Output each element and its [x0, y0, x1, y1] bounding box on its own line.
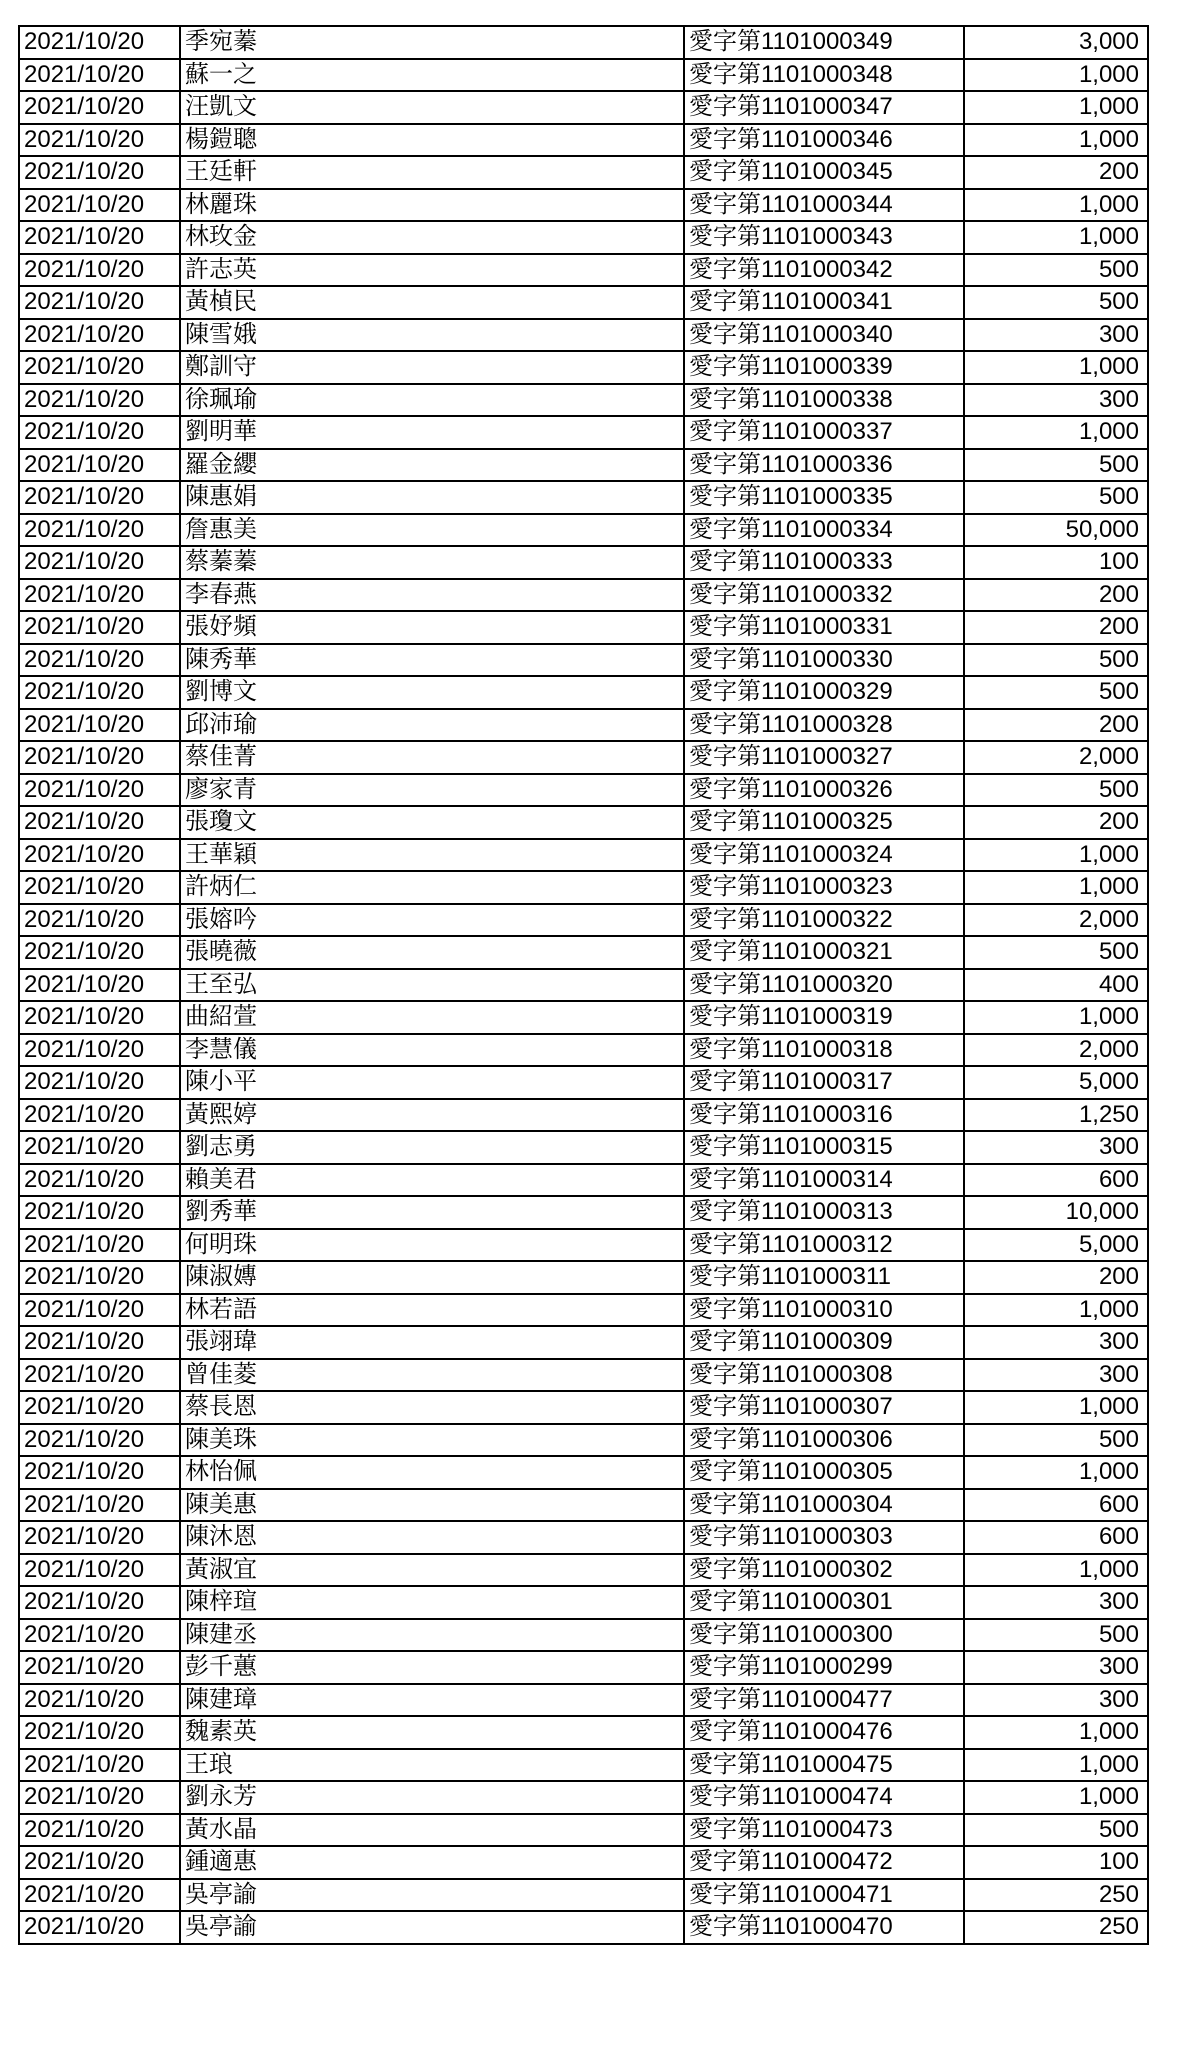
- receipt-number-cell: 愛字第1101000330: [684, 644, 964, 677]
- date-cell: 2021/10/20: [19, 1684, 180, 1717]
- amount-cell: 200: [964, 709, 1148, 742]
- date-cell: 2021/10/20: [19, 1326, 180, 1359]
- date-cell: 2021/10/20: [19, 904, 180, 937]
- receipt-number-cell: 愛字第1101000348: [684, 59, 964, 92]
- amount-cell: 200: [964, 579, 1148, 612]
- date-cell: 2021/10/20: [19, 839, 180, 872]
- date-cell: 2021/10/20: [19, 1619, 180, 1652]
- date-cell: 2021/10/20: [19, 1034, 180, 1067]
- receipt-number-cell: 愛字第1101000470: [684, 1911, 964, 1944]
- date-cell: 2021/10/20: [19, 1489, 180, 1522]
- receipt-number-cell: 愛字第1101000475: [684, 1749, 964, 1782]
- date-cell: 2021/10/20: [19, 351, 180, 384]
- date-cell: 2021/10/20: [19, 1651, 180, 1684]
- amount-cell: 400: [964, 969, 1148, 1002]
- table-row: [19, 416, 1148, 449]
- table-row: [19, 1359, 1148, 1392]
- donor-name-cell: 黃淑宜: [180, 1554, 684, 1587]
- amount-cell: 500: [964, 286, 1148, 319]
- date-cell: 2021/10/20: [19, 221, 180, 254]
- date-cell: 2021/10/20: [19, 871, 180, 904]
- date-cell: 2021/10/20: [19, 1781, 180, 1814]
- date-cell: 2021/10/20: [19, 1521, 180, 1554]
- receipt-number-cell: 愛字第1101000316: [684, 1099, 964, 1132]
- donor-name-cell: 王至弘: [180, 969, 684, 1002]
- date-cell: 2021/10/20: [19, 481, 180, 514]
- receipt-number-cell: 愛字第1101000331: [684, 611, 964, 644]
- date-cell: 2021/10/20: [19, 449, 180, 482]
- table-row: [19, 1489, 1148, 1522]
- amount-cell: 3,000: [964, 26, 1148, 59]
- date-cell: 2021/10/20: [19, 254, 180, 287]
- donation-table-body: [19, 26, 1148, 1944]
- donor-name-cell: 王華穎: [180, 839, 684, 872]
- date-cell: 2021/10/20: [19, 156, 180, 189]
- donor-name-cell: 蔡佳菁: [180, 741, 684, 774]
- amount-cell: 1,000: [964, 1456, 1148, 1489]
- date-cell: 2021/10/20: [19, 1196, 180, 1229]
- date-cell: 2021/10/20: [19, 319, 180, 352]
- table-row: [19, 221, 1148, 254]
- amount-cell: 600: [964, 1164, 1148, 1197]
- donor-name-cell: 蔡長恩: [180, 1391, 684, 1424]
- receipt-number-cell: 愛字第1101000307: [684, 1391, 964, 1424]
- date-cell: 2021/10/20: [19, 384, 180, 417]
- date-cell: 2021/10/20: [19, 1261, 180, 1294]
- amount-cell: 250: [964, 1879, 1148, 1912]
- date-cell: 2021/10/20: [19, 709, 180, 742]
- receipt-number-cell: 愛字第1101000332: [684, 579, 964, 612]
- table-row: [19, 26, 1148, 59]
- date-cell: 2021/10/20: [19, 1716, 180, 1749]
- donor-name-cell: 賴美君: [180, 1164, 684, 1197]
- table-row: [19, 189, 1148, 222]
- date-cell: 2021/10/20: [19, 1749, 180, 1782]
- donor-name-cell: 陳建丞: [180, 1619, 684, 1652]
- receipt-number-cell: 愛字第1101000315: [684, 1131, 964, 1164]
- receipt-number-cell: 愛字第1101000312: [684, 1229, 964, 1262]
- receipt-number-cell: 愛字第1101000336: [684, 449, 964, 482]
- receipt-number-cell: 愛字第1101000337: [684, 416, 964, 449]
- receipt-number-cell: 愛字第1101000347: [684, 91, 964, 124]
- date-cell: 2021/10/20: [19, 124, 180, 157]
- receipt-number-cell: 愛字第1101000309: [684, 1326, 964, 1359]
- date-cell: 2021/10/20: [19, 91, 180, 124]
- table-row: [19, 1619, 1148, 1652]
- table-row: [19, 1554, 1148, 1587]
- donor-name-cell: 鄭訓守: [180, 351, 684, 384]
- date-cell: 2021/10/20: [19, 1424, 180, 1457]
- amount-cell: 500: [964, 774, 1148, 807]
- date-cell: 2021/10/20: [19, 189, 180, 222]
- table-row: [19, 1391, 1148, 1424]
- amount-cell: 10,000: [964, 1196, 1148, 1229]
- table-row: [19, 1424, 1148, 1457]
- table-row: [19, 1814, 1148, 1847]
- donor-name-cell: 陳雪娥: [180, 319, 684, 352]
- date-cell: 2021/10/20: [19, 579, 180, 612]
- table-row: [19, 1879, 1148, 1912]
- table-row: [19, 904, 1148, 937]
- table-row: [19, 156, 1148, 189]
- table-row: [19, 286, 1148, 319]
- receipt-number-cell: 愛字第1101000321: [684, 936, 964, 969]
- amount-cell: 200: [964, 806, 1148, 839]
- receipt-number-cell: 愛字第1101000311: [684, 1261, 964, 1294]
- receipt-number-cell: 愛字第1101000306: [684, 1424, 964, 1457]
- donation-table: [18, 25, 1149, 1945]
- receipt-number-cell: 愛字第1101000300: [684, 1619, 964, 1652]
- table-row: [19, 1684, 1148, 1717]
- table-row: [19, 774, 1148, 807]
- donor-name-cell: 陳沐恩: [180, 1521, 684, 1554]
- receipt-number-cell: 愛字第1101000305: [684, 1456, 964, 1489]
- date-cell: 2021/10/20: [19, 1554, 180, 1587]
- amount-cell: 200: [964, 611, 1148, 644]
- receipt-number-cell: 愛字第1101000345: [684, 156, 964, 189]
- amount-cell: 100: [964, 1846, 1148, 1879]
- date-cell: 2021/10/20: [19, 969, 180, 1002]
- table-row: [19, 676, 1148, 709]
- donor-name-cell: 張翊瑋: [180, 1326, 684, 1359]
- amount-cell: 200: [964, 156, 1148, 189]
- table-row: [19, 254, 1148, 287]
- amount-cell: 1,000: [964, 351, 1148, 384]
- table-row: [19, 1911, 1148, 1944]
- receipt-number-cell: 愛字第1101000301: [684, 1586, 964, 1619]
- receipt-number-cell: 愛字第1101000329: [684, 676, 964, 709]
- amount-cell: 200: [964, 1261, 1148, 1294]
- receipt-number-cell: 愛字第1101000318: [684, 1034, 964, 1067]
- amount-cell: 1,000: [964, 1294, 1148, 1327]
- donor-name-cell: 劉永芳: [180, 1781, 684, 1814]
- donor-name-cell: 林玫金: [180, 221, 684, 254]
- amount-cell: 2,000: [964, 904, 1148, 937]
- date-cell: 2021/10/20: [19, 1879, 180, 1912]
- table-row: [19, 1749, 1148, 1782]
- table-row: [19, 1066, 1148, 1099]
- table-row: [19, 1164, 1148, 1197]
- amount-cell: 300: [964, 1359, 1148, 1392]
- receipt-number-cell: 愛字第1101000343: [684, 221, 964, 254]
- amount-cell: 1,000: [964, 189, 1148, 222]
- donor-name-cell: 徐珮瑜: [180, 384, 684, 417]
- date-cell: 2021/10/20: [19, 1911, 180, 1944]
- date-cell: 2021/10/20: [19, 26, 180, 59]
- amount-cell: 600: [964, 1489, 1148, 1522]
- amount-cell: 1,000: [964, 1781, 1148, 1814]
- receipt-number-cell: 愛字第1101000339: [684, 351, 964, 384]
- donor-name-cell: 李春燕: [180, 579, 684, 612]
- donor-name-cell: 劉志勇: [180, 1131, 684, 1164]
- donor-name-cell: 廖家青: [180, 774, 684, 807]
- table-row: [19, 384, 1148, 417]
- receipt-number-cell: 愛字第1101000471: [684, 1879, 964, 1912]
- receipt-number-cell: 愛字第1101000349: [684, 26, 964, 59]
- date-cell: 2021/10/20: [19, 416, 180, 449]
- receipt-number-cell: 愛字第1101000299: [684, 1651, 964, 1684]
- table-row: [19, 124, 1148, 157]
- receipt-number-cell: 愛字第1101000340: [684, 319, 964, 352]
- amount-cell: 2,000: [964, 1034, 1148, 1067]
- amount-cell: 2,000: [964, 741, 1148, 774]
- table-row: [19, 1456, 1148, 1489]
- amount-cell: 1,000: [964, 416, 1148, 449]
- amount-cell: 1,000: [964, 1391, 1148, 1424]
- amount-cell: 300: [964, 1684, 1148, 1717]
- date-cell: 2021/10/20: [19, 774, 180, 807]
- donor-name-cell: 陳梓瑄: [180, 1586, 684, 1619]
- donor-name-cell: 張嫆吟: [180, 904, 684, 937]
- donor-name-cell: 楊鎧聰: [180, 124, 684, 157]
- amount-cell: 1,000: [964, 1749, 1148, 1782]
- donor-name-cell: 王琅: [180, 1749, 684, 1782]
- amount-cell: 1,000: [964, 124, 1148, 157]
- donor-name-cell: 許志英: [180, 254, 684, 287]
- table-row: [19, 644, 1148, 677]
- donor-name-cell: 彭千蕙: [180, 1651, 684, 1684]
- receipt-number-cell: 愛字第1101000334: [684, 514, 964, 547]
- date-cell: 2021/10/20: [19, 1099, 180, 1132]
- amount-cell: 500: [964, 254, 1148, 287]
- donor-name-cell: 季宛蓁: [180, 26, 684, 59]
- receipt-number-cell: 愛字第1101000313: [684, 1196, 964, 1229]
- date-cell: 2021/10/20: [19, 741, 180, 774]
- table-row: [19, 611, 1148, 644]
- donor-name-cell: 王廷軒: [180, 156, 684, 189]
- donor-name-cell: 黃楨民: [180, 286, 684, 319]
- donor-name-cell: 魏素英: [180, 1716, 684, 1749]
- date-cell: 2021/10/20: [19, 1001, 180, 1034]
- donor-name-cell: 劉明華: [180, 416, 684, 449]
- receipt-number-cell: 愛字第1101000344: [684, 189, 964, 222]
- table-row: [19, 1521, 1148, 1554]
- date-cell: 2021/10/20: [19, 514, 180, 547]
- receipt-number-cell: 愛字第1101000326: [684, 774, 964, 807]
- table-row: [19, 579, 1148, 612]
- donation-ledger: [18, 25, 1147, 1945]
- date-cell: 2021/10/20: [19, 1164, 180, 1197]
- date-cell: 2021/10/20: [19, 1814, 180, 1847]
- donor-name-cell: 曲紹萱: [180, 1001, 684, 1034]
- amount-cell: 600: [964, 1521, 1148, 1554]
- amount-cell: 1,000: [964, 91, 1148, 124]
- amount-cell: 1,000: [964, 839, 1148, 872]
- amount-cell: 300: [964, 319, 1148, 352]
- amount-cell: 500: [964, 1424, 1148, 1457]
- receipt-number-cell: 愛字第1101000328: [684, 709, 964, 742]
- donor-name-cell: 陳小平: [180, 1066, 684, 1099]
- donor-name-cell: 曾佳菱: [180, 1359, 684, 1392]
- table-row: [19, 1846, 1148, 1879]
- table-row: [19, 1294, 1148, 1327]
- amount-cell: 300: [964, 384, 1148, 417]
- donor-name-cell: 林怡佩: [180, 1456, 684, 1489]
- donor-name-cell: 陳秀華: [180, 644, 684, 677]
- donor-name-cell: 張瓊文: [180, 806, 684, 839]
- donor-name-cell: 吳亭諭: [180, 1911, 684, 1944]
- amount-cell: 500: [964, 1619, 1148, 1652]
- amount-cell: 300: [964, 1131, 1148, 1164]
- receipt-number-cell: 愛字第1101000302: [684, 1554, 964, 1587]
- donor-name-cell: 許炳仁: [180, 871, 684, 904]
- table-row: [19, 1716, 1148, 1749]
- receipt-number-cell: 愛字第1101000473: [684, 1814, 964, 1847]
- receipt-number-cell: 愛字第1101000333: [684, 546, 964, 579]
- table-row: [19, 839, 1148, 872]
- date-cell: 2021/10/20: [19, 1456, 180, 1489]
- table-row: [19, 936, 1148, 969]
- donor-name-cell: 張曉薇: [180, 936, 684, 969]
- table-row: [19, 1326, 1148, 1359]
- donor-name-cell: 陳美珠: [180, 1424, 684, 1457]
- date-cell: 2021/10/20: [19, 1066, 180, 1099]
- donor-name-cell: 陳美惠: [180, 1489, 684, 1522]
- table-row: [19, 1034, 1148, 1067]
- donor-name-cell: 汪凱文: [180, 91, 684, 124]
- receipt-number-cell: 愛字第1101000303: [684, 1521, 964, 1554]
- donor-name-cell: 詹惠美: [180, 514, 684, 547]
- date-cell: 2021/10/20: [19, 1846, 180, 1879]
- donor-name-cell: 劉博文: [180, 676, 684, 709]
- date-cell: 2021/10/20: [19, 676, 180, 709]
- date-cell: 2021/10/20: [19, 1229, 180, 1262]
- date-cell: 2021/10/20: [19, 546, 180, 579]
- donor-name-cell: 吳亭諭: [180, 1879, 684, 1912]
- donor-name-cell: 蔡蓁蓁: [180, 546, 684, 579]
- table-row: [19, 709, 1148, 742]
- receipt-number-cell: 愛字第1101000304: [684, 1489, 964, 1522]
- donor-name-cell: 黃熙婷: [180, 1099, 684, 1132]
- receipt-number-cell: 愛字第1101000323: [684, 871, 964, 904]
- receipt-number-cell: 愛字第1101000335: [684, 481, 964, 514]
- table-row: [19, 1001, 1148, 1034]
- table-row: [19, 514, 1148, 547]
- table-row: [19, 871, 1148, 904]
- donor-name-cell: 何明珠: [180, 1229, 684, 1262]
- donor-name-cell: 羅金纓: [180, 449, 684, 482]
- table-row: [19, 319, 1148, 352]
- table-row: [19, 1261, 1148, 1294]
- donor-name-cell: 劉秀華: [180, 1196, 684, 1229]
- date-cell: 2021/10/20: [19, 59, 180, 92]
- table-row: [19, 449, 1148, 482]
- date-cell: 2021/10/20: [19, 1294, 180, 1327]
- receipt-number-cell: 愛字第1101000338: [684, 384, 964, 417]
- receipt-number-cell: 愛字第1101000310: [684, 1294, 964, 1327]
- amount-cell: 1,000: [964, 59, 1148, 92]
- amount-cell: 300: [964, 1586, 1148, 1619]
- amount-cell: 1,250: [964, 1099, 1148, 1132]
- amount-cell: 250: [964, 1911, 1148, 1944]
- date-cell: 2021/10/20: [19, 1586, 180, 1619]
- table-row: [19, 1099, 1148, 1132]
- donor-name-cell: 黃水晶: [180, 1814, 684, 1847]
- date-cell: 2021/10/20: [19, 1391, 180, 1424]
- date-cell: 2021/10/20: [19, 644, 180, 677]
- date-cell: 2021/10/20: [19, 286, 180, 319]
- donor-name-cell: 陳惠娟: [180, 481, 684, 514]
- donor-name-cell: 陳淑嫥: [180, 1261, 684, 1294]
- amount-cell: 500: [964, 644, 1148, 677]
- table-row: [19, 91, 1148, 124]
- date-cell: 2021/10/20: [19, 806, 180, 839]
- donor-name-cell: 林若語: [180, 1294, 684, 1327]
- table-row: [19, 481, 1148, 514]
- receipt-number-cell: 愛字第1101000317: [684, 1066, 964, 1099]
- receipt-number-cell: 愛字第1101000320: [684, 969, 964, 1002]
- table-row: [19, 1781, 1148, 1814]
- donor-name-cell: 蘇一之: [180, 59, 684, 92]
- amount-cell: 300: [964, 1651, 1148, 1684]
- date-cell: 2021/10/20: [19, 1359, 180, 1392]
- receipt-number-cell: 愛字第1101000325: [684, 806, 964, 839]
- receipt-number-cell: 愛字第1101000342: [684, 254, 964, 287]
- amount-cell: 50,000: [964, 514, 1148, 547]
- amount-cell: 500: [964, 481, 1148, 514]
- table-row: [19, 1131, 1148, 1164]
- amount-cell: 1,000: [964, 221, 1148, 254]
- amount-cell: 5,000: [964, 1066, 1148, 1099]
- receipt-number-cell: 愛字第1101000319: [684, 1001, 964, 1034]
- amount-cell: 100: [964, 546, 1148, 579]
- amount-cell: 500: [964, 936, 1148, 969]
- receipt-number-cell: 愛字第1101000322: [684, 904, 964, 937]
- donor-name-cell: 鍾適惠: [180, 1846, 684, 1879]
- table-row: [19, 969, 1148, 1002]
- donor-name-cell: 林麗珠: [180, 189, 684, 222]
- date-cell: 2021/10/20: [19, 1131, 180, 1164]
- table-row: [19, 1196, 1148, 1229]
- receipt-number-cell: 愛字第1101000308: [684, 1359, 964, 1392]
- receipt-number-cell: 愛字第1101000346: [684, 124, 964, 157]
- table-row: [19, 59, 1148, 92]
- table-row: [19, 546, 1148, 579]
- receipt-number-cell: 愛字第1101000324: [684, 839, 964, 872]
- donor-name-cell: 張妤頻: [180, 611, 684, 644]
- receipt-number-cell: 愛字第1101000341: [684, 286, 964, 319]
- receipt-number-cell: 愛字第1101000474: [684, 1781, 964, 1814]
- amount-cell: 1,000: [964, 1716, 1148, 1749]
- date-cell: 2021/10/20: [19, 936, 180, 969]
- amount-cell: 500: [964, 449, 1148, 482]
- table-row: [19, 1229, 1148, 1262]
- table-row: [19, 351, 1148, 384]
- amount-cell: 1,000: [964, 1554, 1148, 1587]
- table-row: [19, 741, 1148, 774]
- receipt-number-cell: 愛字第1101000314: [684, 1164, 964, 1197]
- amount-cell: 500: [964, 676, 1148, 709]
- table-row: [19, 1651, 1148, 1684]
- amount-cell: 500: [964, 1814, 1148, 1847]
- amount-cell: 1,000: [964, 871, 1148, 904]
- table-row: [19, 806, 1148, 839]
- table-row: [19, 1586, 1148, 1619]
- amount-cell: 5,000: [964, 1229, 1148, 1262]
- receipt-number-cell: 愛字第1101000477: [684, 1684, 964, 1717]
- amount-cell: 1,000: [964, 1001, 1148, 1034]
- donor-name-cell: 李慧儀: [180, 1034, 684, 1067]
- donor-name-cell: 陳建璋: [180, 1684, 684, 1717]
- date-cell: 2021/10/20: [19, 611, 180, 644]
- receipt-number-cell: 愛字第1101000472: [684, 1846, 964, 1879]
- receipt-number-cell: 愛字第1101000327: [684, 741, 964, 774]
- donor-name-cell: 邱沛瑜: [180, 709, 684, 742]
- receipt-number-cell: 愛字第1101000476: [684, 1716, 964, 1749]
- amount-cell: 300: [964, 1326, 1148, 1359]
